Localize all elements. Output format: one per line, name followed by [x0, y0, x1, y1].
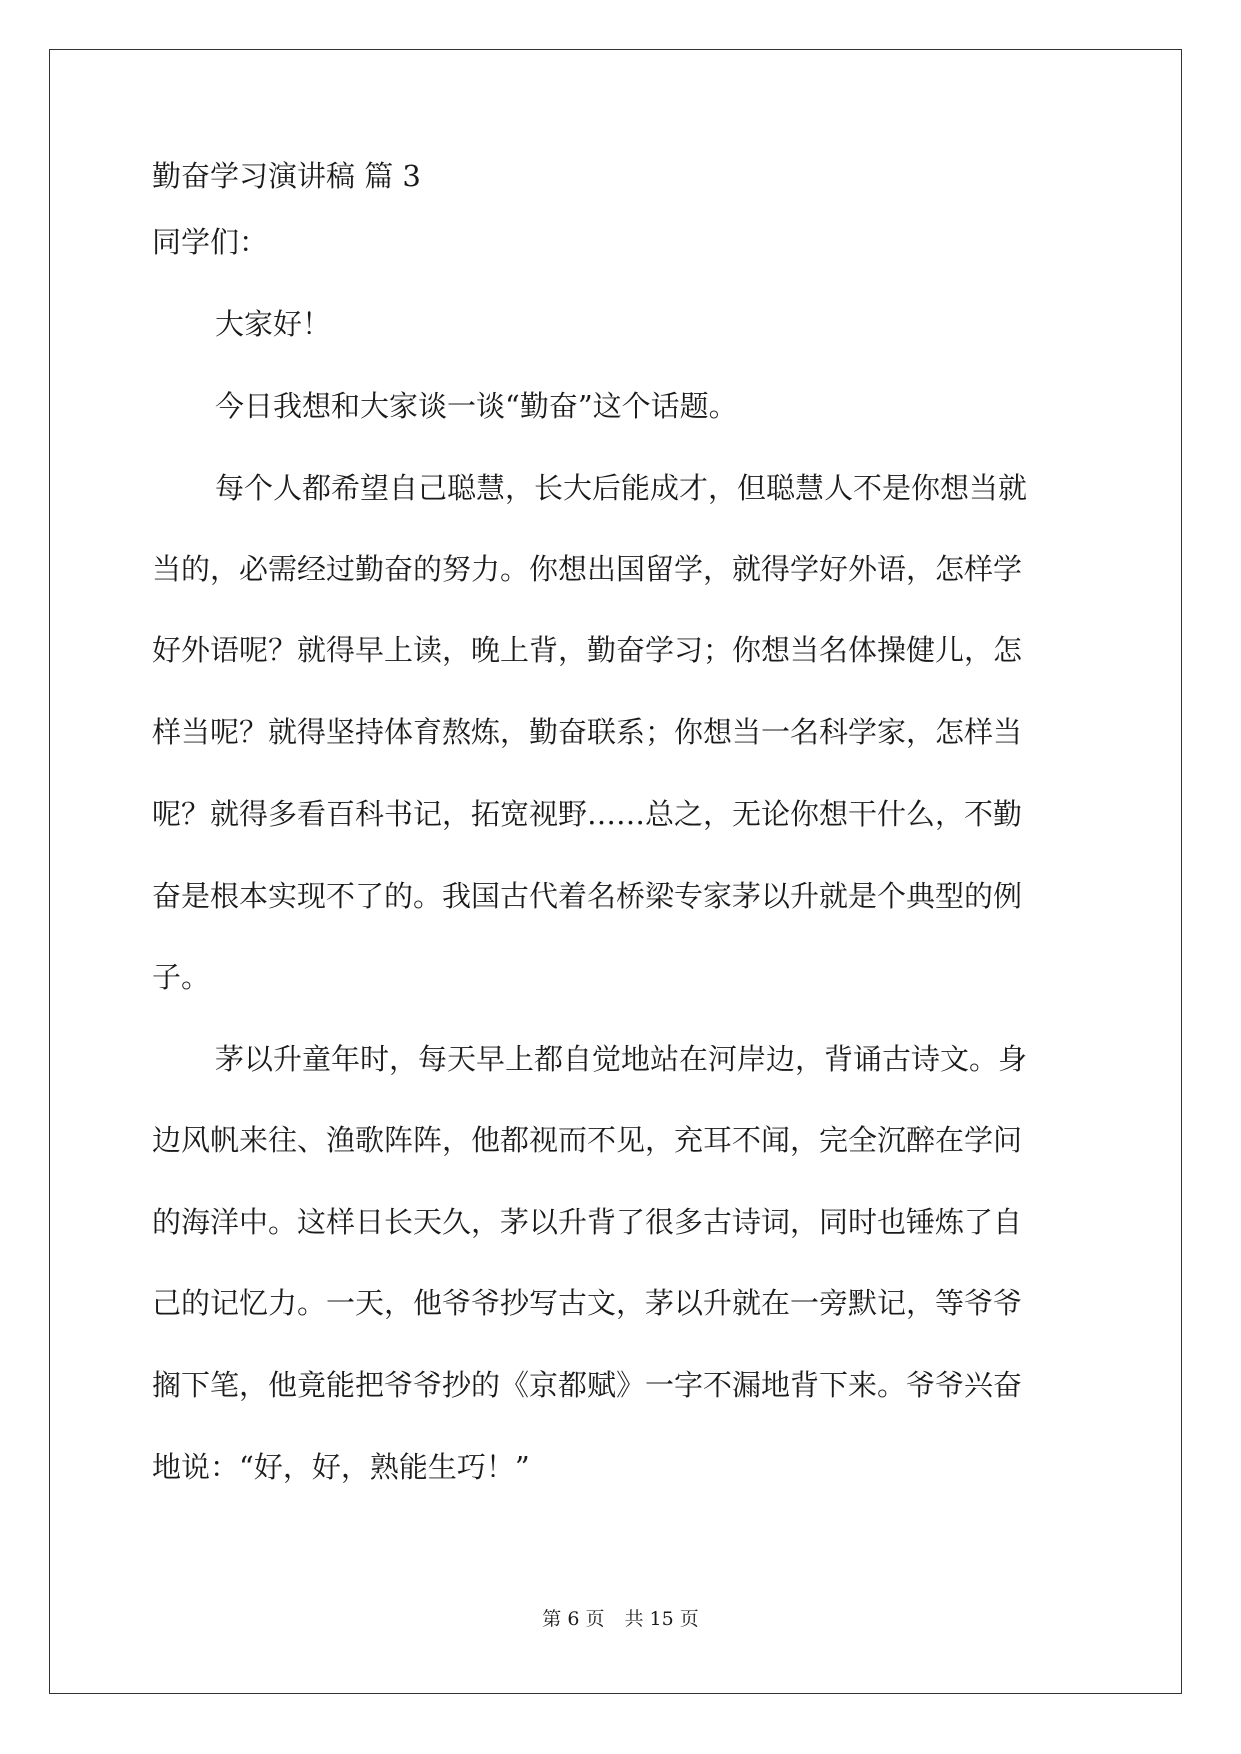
paragraph-line: 茅以升童年时，每天早上都自觉地站在河岸边，背诵古诗文。身 [215, 1042, 1028, 1076]
paragraph-line: 搁下笔，他竟能把爷爷抄的《京都赋》一字不漏地背下来。爷爷兴奋 [152, 1368, 1023, 1402]
paragraph-line: 己的记忆力。一天，他爷爷抄写古文，茅以升就在一旁默记，等爷爷 [152, 1286, 1023, 1320]
paragraph-line: 的海洋中。这样日长天久，茅以升背了很多古诗词，同时也锤炼了自 [152, 1205, 1023, 1239]
paragraph-line: 边风帆来往、渔歌阵阵，他都视而不见，充耳不闻，完全沉醉在学问 [152, 1123, 1023, 1157]
paragraph-line: 好外语呢？就得早上读，晚上背，勤奋学习；你想当名体操健儿，怎 [152, 633, 1023, 667]
paragraph-line: 样当呢？就得坚持体育熬炼，勤奋联系；你想当一名科学家，怎样当 [152, 715, 1023, 749]
paragraph-line: 今日我想和大家谈一谈“勤奋”这个话题。 [215, 389, 738, 423]
paragraph-line: 呢？就得多看百科书记，拓宽视野……总之，无论你想干什么，不勤 [152, 797, 1023, 831]
greeting: 大家好！ [215, 307, 332, 341]
paragraph-line: 当的，必需经过勤奋的努力。你想出国留学，就得学好外语，怎样学 [152, 552, 1023, 586]
page-footer [0, 1607, 1241, 1631]
paragraph-line: 奋是根本实现不了的。我国古代着名桥梁专家茅以升就是个典型的例 [152, 879, 1023, 913]
page-total: 共 15 页 [624, 1608, 699, 1630]
page-number: 第 6 页 [542, 1608, 605, 1630]
paragraph-line: 地说：“好，好，熟能生巧！” [152, 1450, 530, 1484]
paragraph-line: 子。 [152, 960, 211, 994]
paragraph-line: 每个人都希望自己聪慧，长大后能成才，但聪慧人不是你想当就 [215, 471, 1028, 505]
salutation: 同学们： [152, 225, 269, 259]
document-title: 勤奋学习演讲稿 篇 3 [152, 159, 421, 193]
